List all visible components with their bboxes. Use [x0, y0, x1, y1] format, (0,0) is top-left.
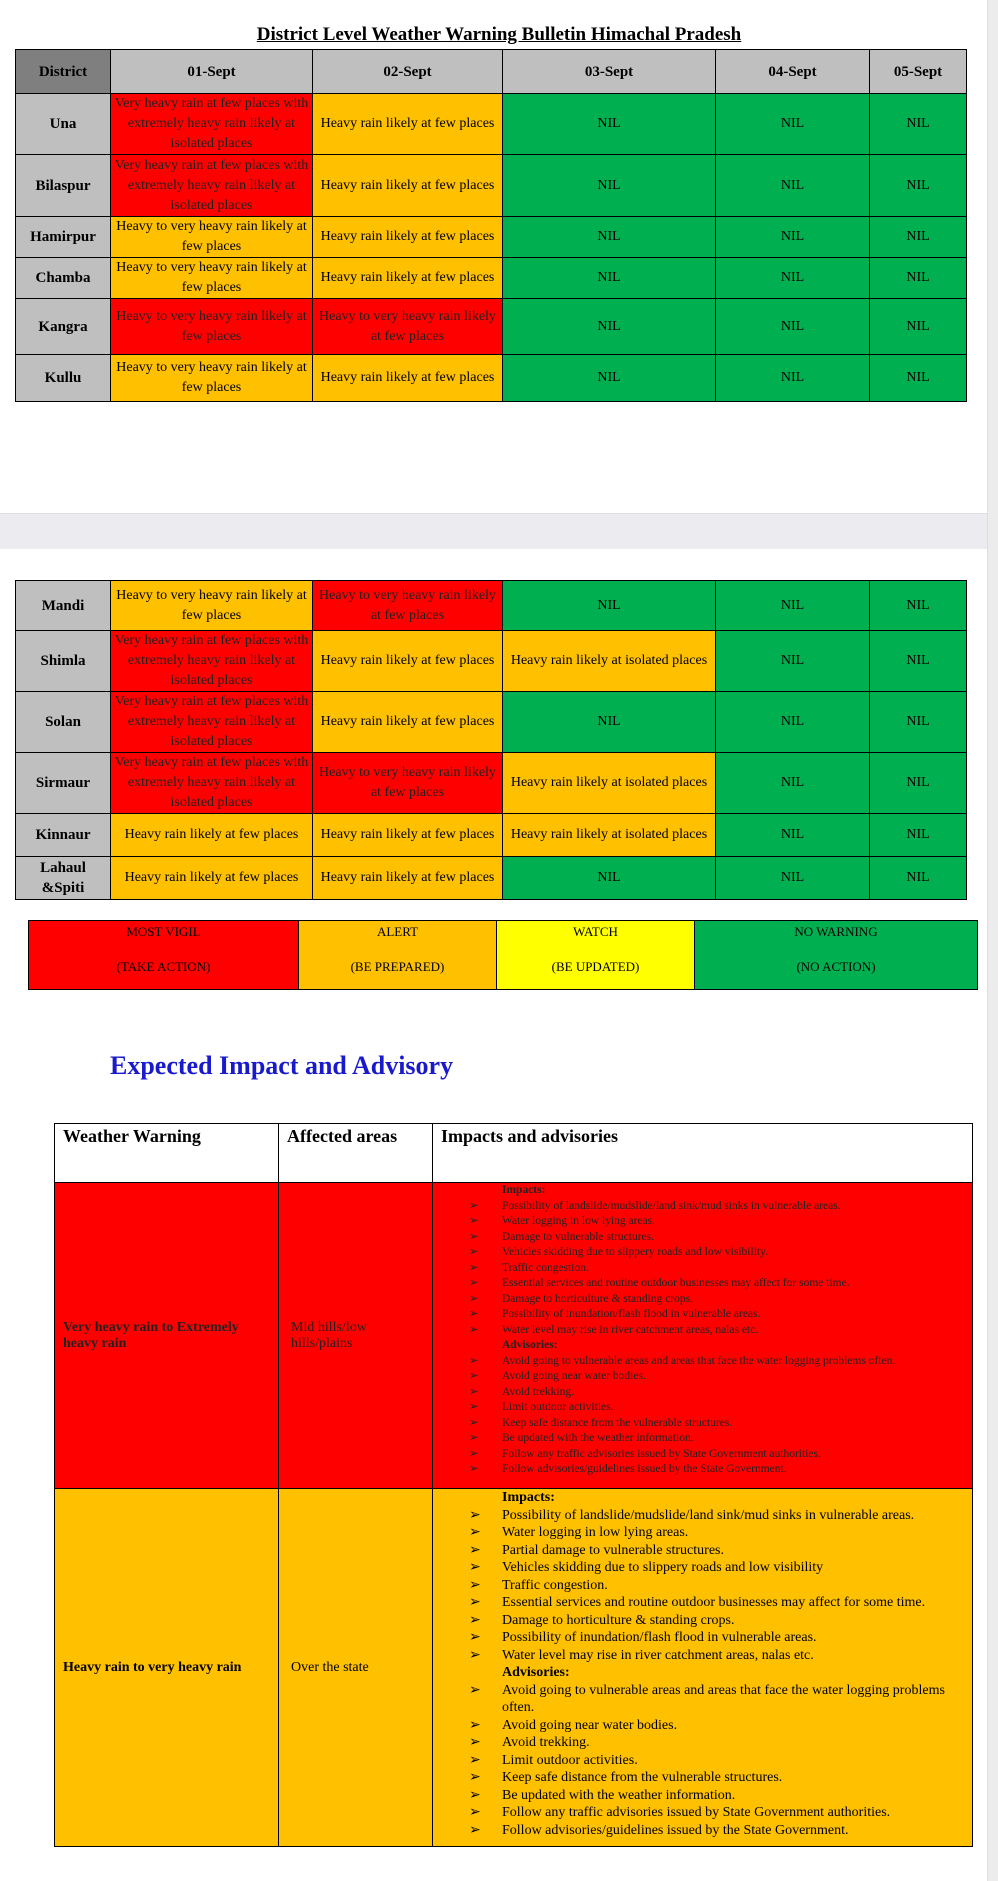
warning-cell: NIL [503, 217, 716, 258]
district-name: Bilaspur [16, 155, 111, 217]
list-item: ➢ Damage to horticulture & standing crops. [469, 1612, 968, 1630]
affected-areas: Mid hills/low hills/plains [279, 1183, 433, 1489]
warning-cell: NIL [870, 581, 967, 631]
warning-cell: Heavy to very heavy rain likely at few places [111, 299, 313, 355]
table-header-row [16, 50, 967, 94]
warning-cell: NIL [716, 581, 870, 631]
advisory-row-red [55, 1183, 973, 1489]
warning-cell: Very heavy rain at few places with extremely heavy rain likely at isolated places [111, 753, 313, 814]
warning-cell: Heavy to very heavy rain likely at few places [313, 753, 503, 814]
list-item: ➢ Be updated with the weather information. [469, 1431, 968, 1447]
warning-type: Very heavy rain to Extremely heavy rain [55, 1183, 279, 1489]
warning-cell: NIL [716, 258, 870, 299]
list-item: ➢ Water level may rise in river catchment areas, nalas etc. [469, 1323, 968, 1339]
list-item: ➢ Possibility of landslide/mudslide/land sink/mud sinks in vulnerable areas. [469, 1507, 968, 1525]
impacts-label: Impacts: [502, 1490, 555, 1505]
scrollbar[interactable] [987, 0, 998, 1881]
warning-cell: Very heavy rain at few places with extremely heavy rain likely at isolated places [111, 94, 313, 155]
header-date-4: 04-Sept [716, 50, 870, 94]
legend-most-vigil: MOST VIGIL (TAKE ACTION) [29, 921, 299, 990]
warning-cell: NIL [716, 94, 870, 155]
warning-cell: Heavy rain likely at few places [313, 814, 503, 857]
list-item: ➢ Follow any traffic advisories issued by State Government authorities. [469, 1804, 968, 1822]
warning-cell: NIL [870, 155, 967, 217]
district-name: Chamba [16, 258, 111, 299]
warning-table-page2 [15, 580, 967, 900]
list-item: ➢ Keep safe distance from the vulnerable structures. [469, 1416, 968, 1432]
header-date-2: 02-Sept [313, 50, 503, 94]
warning-cell: Heavy to very heavy rain likely at few places [313, 581, 503, 631]
warning-cell: NIL [716, 355, 870, 402]
list-item: ➢ Possibility of inundation/flash flood in vulnerable areas. [469, 1307, 968, 1323]
list-item: ➢ Limit outdoor activities. [469, 1400, 968, 1416]
list-item: ➢ Keep safe distance from the vulnerable structures. [469, 1769, 968, 1787]
page-separator [0, 513, 987, 550]
warning-cell: NIL [503, 94, 716, 155]
table-row [16, 581, 967, 631]
table-row [16, 631, 967, 692]
list-item: ➢ Water logging in low lying areas. [469, 1214, 968, 1230]
warning-cell: NIL [716, 299, 870, 355]
warning-cell: NIL [870, 753, 967, 814]
table-row [16, 217, 967, 258]
header-weather-warning: Weather Warning [55, 1124, 279, 1183]
warning-cell: Heavy rain likely at few places [313, 155, 503, 217]
warning-cell: NIL [870, 814, 967, 857]
advisory-table [54, 1123, 973, 1847]
warning-cell: NIL [716, 155, 870, 217]
district-name: Shimla [16, 631, 111, 692]
list-item: ➢ Damage to vulnerable structures. [469, 1230, 968, 1246]
impacts-list [469, 1507, 968, 1665]
warning-cell: NIL [870, 258, 967, 299]
warning-cell: NIL [503, 355, 716, 402]
table-row [16, 753, 967, 814]
warning-cell: NIL [503, 299, 716, 355]
warning-cell: NIL [503, 155, 716, 217]
table-row [16, 857, 967, 900]
list-item: ➢ Be updated with the weather information. [469, 1787, 968, 1805]
list-item: ➢ Damage to horticulture & standing crops. [469, 1292, 968, 1308]
list-item: ➢ Limit outdoor activities. [469, 1752, 968, 1770]
list-item: ➢ Traffic congestion. [469, 1261, 968, 1277]
list-item: ➢ Follow advisories/guidelines issued by the State Government. [469, 1822, 968, 1840]
warning-cell: Heavy rain likely at few places [313, 692, 503, 753]
list-item: ➢ Follow any traffic advisories issued by State Government authorities. [469, 1447, 968, 1463]
district-name: Una [16, 94, 111, 155]
district-name: Kullu [16, 355, 111, 402]
district-name: Solan [16, 692, 111, 753]
list-item: ➢ Avoid going near water bodies. [469, 1717, 968, 1735]
warning-cell: NIL [870, 94, 967, 155]
list-item: ➢ Possibility of inundation/flash flood in vulnerable areas. [469, 1629, 968, 1647]
warning-cell: Heavy to very heavy rain likely at few places [111, 355, 313, 402]
list-item: ➢ Essential services and routine outdoor businesses may affect for some time. [469, 1594, 968, 1612]
impact-heading: Expected Impact and Advisory [110, 1051, 454, 1080]
warning-cell: NIL [503, 581, 716, 631]
table-row [16, 155, 967, 217]
header-affected-areas: Affected areas [279, 1124, 433, 1183]
advisories-label: Advisories: [502, 1665, 570, 1680]
warning-cell: NIL [870, 631, 967, 692]
warning-cell: Very heavy rain at few places with extremely heavy rain likely at isolated places [111, 692, 313, 753]
list-item: ➢ Follow advisories/guidelines issued by the State Government. [469, 1462, 968, 1478]
warning-cell: Heavy rain likely at few places [313, 355, 503, 402]
warning-cell: Heavy rain likely at few places [313, 857, 503, 900]
warning-cell: Heavy rain likely at isolated places [503, 631, 716, 692]
warning-cell: Heavy rain likely at few places [111, 814, 313, 857]
header-date-1: 01-Sept [111, 50, 313, 94]
table-row [16, 692, 967, 753]
header-date-5: 05-Sept [870, 50, 967, 94]
warning-cell: NIL [503, 258, 716, 299]
warning-cell: Very heavy rain at few places with extremely heavy rain likely at isolated places [111, 631, 313, 692]
warning-cell: Very heavy rain at few places with extremely heavy rain likely at isolated places [111, 155, 313, 217]
list-item: ➢ Vehicles skidding due to slippery roads and low visibility [469, 1559, 968, 1577]
warning-cell: Heavy rain likely at isolated places [503, 814, 716, 857]
impacts-cell [433, 1183, 973, 1489]
district-name: Sirmaur [16, 753, 111, 814]
warning-cell: NIL [716, 857, 870, 900]
advisories-list [469, 1354, 968, 1478]
bulletin-title: District Level Weather Warning Bulletin Himachal Pradesh [256, 24, 742, 45]
advisories-label: Advisories: [502, 1339, 558, 1351]
district-name: Kangra [16, 299, 111, 355]
legend-alert: ALERT (BE PREPARED) [299, 921, 497, 990]
warning-cell: Heavy to very heavy rain likely at few places [111, 258, 313, 299]
impacts-list [469, 1199, 968, 1339]
list-item: ➢ Water level may rise in river catchment areas, nalas etc. [469, 1647, 968, 1665]
warning-cell: Heavy to very heavy rain likely at few places [111, 217, 313, 258]
list-item: ➢ Traffic congestion. [469, 1577, 968, 1595]
header-district: District [16, 50, 111, 94]
list-item: ➢ Partial damage to vulnerable structures. [469, 1542, 968, 1560]
header-date-3: 03-Sept [503, 50, 716, 94]
table-row [16, 94, 967, 155]
warning-cell: Heavy rain likely at few places [111, 857, 313, 900]
district-name: Kinnaur [16, 814, 111, 857]
list-item: ➢ Avoid trekking. [469, 1734, 968, 1752]
warning-cell: NIL [870, 217, 967, 258]
list-item: ➢ Avoid going to vulnerable areas and areas that face the water logging problems often. [469, 1354, 968, 1370]
warning-cell: Heavy rain likely at few places [313, 631, 503, 692]
list-item: ➢ Essential services and routine outdoor businesses may affect for some time. [469, 1276, 968, 1292]
warning-cell: Heavy rain likely at few places [313, 258, 503, 299]
district-name: Lahaul &Spiti [16, 857, 111, 900]
district-name: Hamirpur [16, 217, 111, 258]
warning-cell: Heavy rain likely at isolated places [503, 753, 716, 814]
warning-cell: NIL [503, 857, 716, 900]
advisory-row-amber [55, 1489, 973, 1847]
list-item: ➢ Possibility of landslide/mudslide/land sink/mud sinks in vulnerable areas. [469, 1199, 968, 1215]
warning-cell: NIL [870, 857, 967, 900]
table-row [16, 258, 967, 299]
table-row [16, 814, 967, 857]
warning-cell: NIL [503, 692, 716, 753]
warning-cell: NIL [870, 299, 967, 355]
header-impacts-advisories: Impacts and advisories [433, 1124, 973, 1183]
advisory-header-row [55, 1124, 973, 1183]
warning-cell: NIL [716, 631, 870, 692]
impacts-cell [433, 1489, 973, 1847]
warning-cell: Heavy rain likely at few places [313, 217, 503, 258]
warning-cell: NIL [870, 355, 967, 402]
affected-areas: Over the state [279, 1489, 433, 1847]
table-row [16, 355, 967, 402]
table-row [16, 299, 967, 355]
warning-cell: NIL [716, 217, 870, 258]
warning-table-page1 [15, 49, 967, 402]
impacts-label: Impacts: [502, 1184, 546, 1196]
warning-cell: NIL [870, 692, 967, 753]
warning-cell: NIL [716, 814, 870, 857]
warning-cell: NIL [716, 753, 870, 814]
list-item: ➢ Avoid going to vulnerable areas and areas that face the water logging problems often. [469, 1682, 968, 1717]
advisories-list [469, 1682, 968, 1840]
warning-cell: NIL [716, 692, 870, 753]
legend-watch: WATCH (BE UPDATED) [497, 921, 695, 990]
warning-cell: Heavy to very heavy rain likely at few places [111, 581, 313, 631]
legend-no-warning: NO WARNING (NO ACTION) [695, 921, 978, 990]
legend-table [28, 920, 978, 990]
list-item: ➢ Avoid trekking. [469, 1385, 968, 1401]
warning-cell: Heavy rain likely at few places [313, 94, 503, 155]
warning-cell: Heavy to very heavy rain likely at few places [313, 299, 503, 355]
district-name: Mandi [16, 581, 111, 631]
list-item: ➢ Water logging in low lying areas. [469, 1524, 968, 1542]
warning-type: Heavy rain to very heavy rain [55, 1489, 279, 1847]
list-item: ➢ Avoid going near water bodies. [469, 1369, 968, 1385]
list-item: ➢ Vehicles skidding due to slippery roads and low visibility. [469, 1245, 968, 1261]
